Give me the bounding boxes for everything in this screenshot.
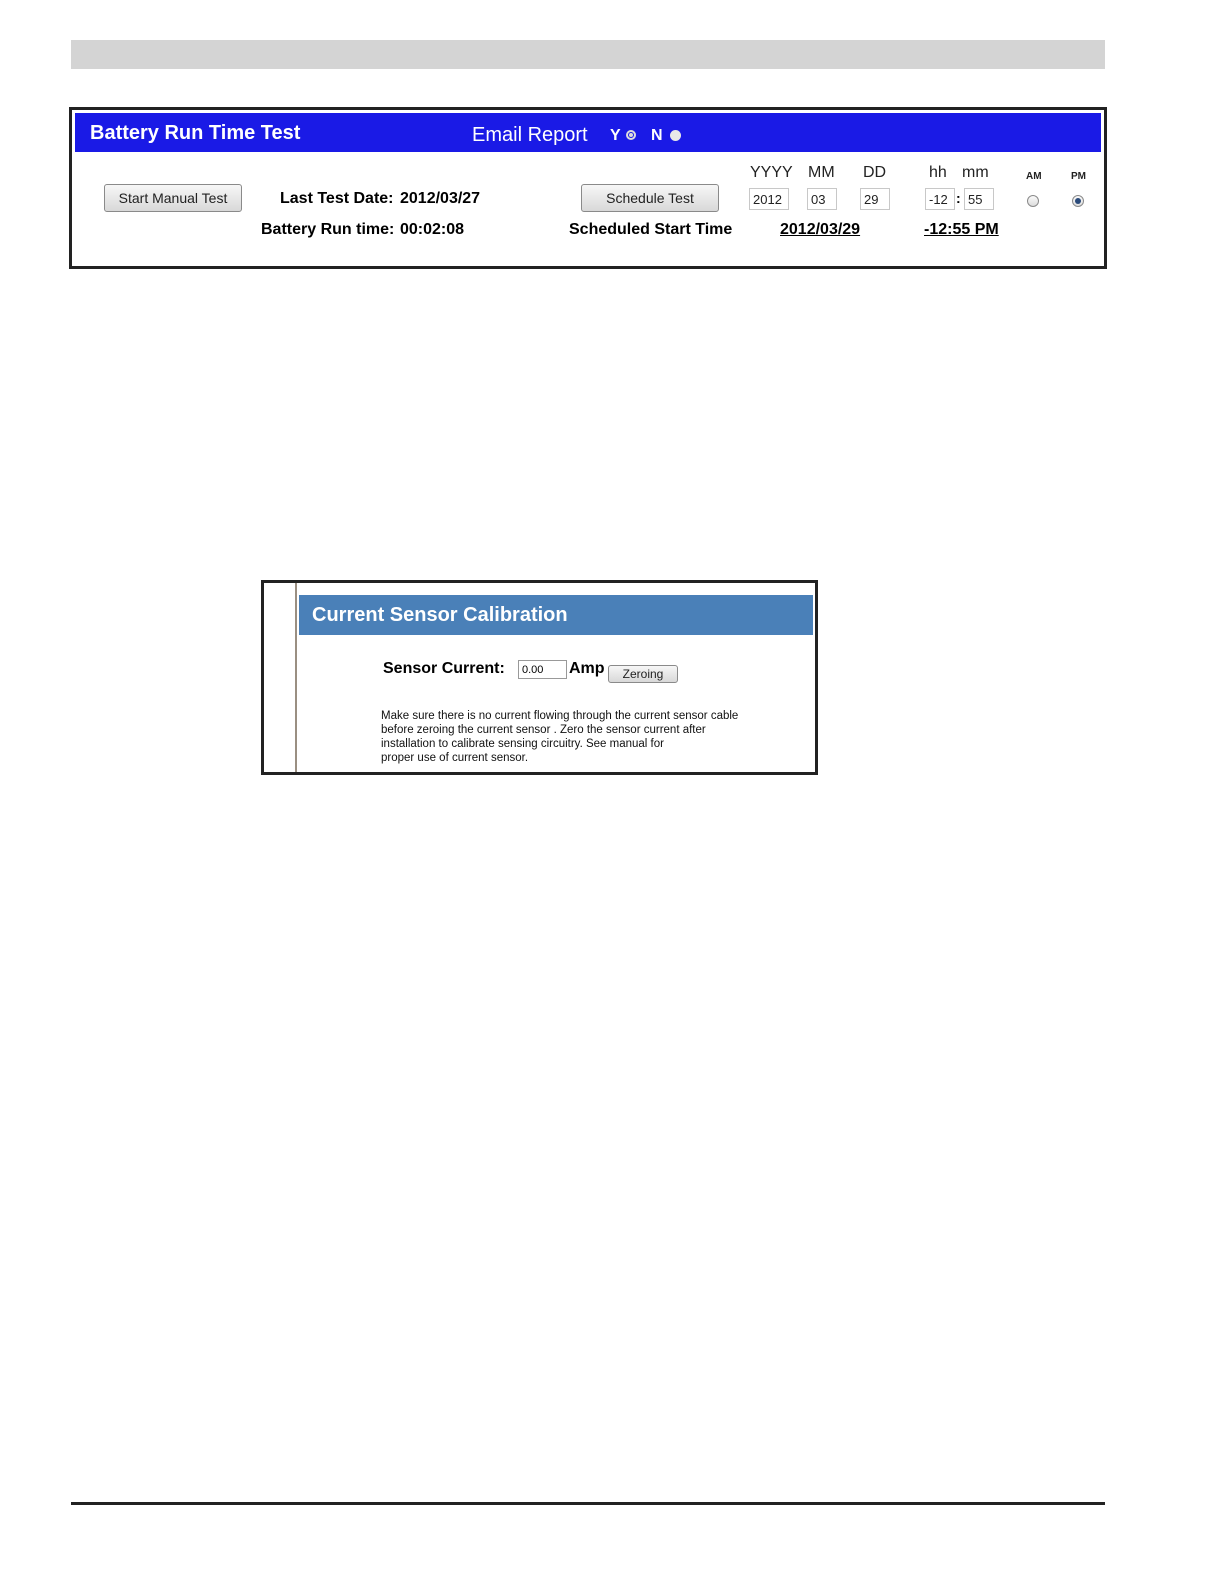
- zeroing-button[interactable]: Zeroing: [608, 665, 678, 683]
- email-report-yes-radio[interactable]: [626, 130, 636, 140]
- year-header: YYYY: [750, 164, 793, 181]
- page-header-bar: [71, 40, 1105, 69]
- sensor-current-label: Sensor Current:: [383, 660, 505, 677]
- panel-divider: [295, 583, 297, 772]
- year-input[interactable]: [749, 188, 789, 210]
- sensor-panel-title-bar: [299, 595, 813, 635]
- note-line: Make sure there is no current flowing through the current sensor cable: [381, 710, 739, 722]
- battery-panel-title: Battery Run Time Test: [90, 122, 301, 144]
- note-line: proper use of current sensor.: [381, 752, 529, 764]
- note-line: before zeroing the current sensor . Zero the sensor current after: [381, 724, 706, 736]
- day-input[interactable]: [860, 188, 890, 210]
- scheduled-start-time-label: Scheduled Start Time: [569, 221, 733, 238]
- note-line: installation to calibrate sensing circuitry. See manual for: [381, 738, 664, 750]
- pm-radio[interactable]: [1072, 195, 1084, 207]
- last-test-date-value: 2012/03/27: [400, 190, 481, 207]
- last-test-date-label: Last Test Date:: [280, 190, 394, 207]
- email-report-yes-label: Y: [610, 127, 621, 144]
- email-report-no-radio[interactable]: [670, 130, 681, 141]
- amp-unit-label: Amp: [569, 660, 605, 677]
- battery-run-time-value: 00:02:08: [400, 221, 465, 238]
- calibration-note: [381, 709, 781, 765]
- current-sensor-calibration-panel: [261, 580, 818, 775]
- pm-header: PM: [1071, 171, 1086, 182]
- am-header: AM: [1026, 171, 1042, 182]
- hour-header: hh: [929, 164, 947, 181]
- battery-panel-title-bar: [75, 113, 1101, 152]
- battery-run-time-label: Battery Run time:: [261, 221, 395, 238]
- schedule-test-button[interactable]: Schedule Test: [581, 184, 719, 212]
- scheduled-start-date-value: 2012/03/29: [780, 221, 861, 238]
- month-header: MM: [808, 164, 835, 181]
- start-manual-test-button[interactable]: Start Manual Test: [104, 184, 242, 212]
- battery-run-time-test-panel: [69, 107, 1107, 269]
- minute-header: mm: [962, 164, 989, 181]
- email-report-label: Email Report: [472, 124, 588, 146]
- hour-input[interactable]: [925, 188, 955, 210]
- minute-input[interactable]: [964, 188, 994, 210]
- sensor-panel-title: Current Sensor Calibration: [312, 604, 568, 626]
- time-separator: :: [956, 190, 961, 206]
- am-radio[interactable]: [1027, 195, 1039, 207]
- scheduled-start-time-value: -12:55 PM: [924, 221, 999, 238]
- page-footer-rule: [71, 1502, 1105, 1505]
- month-input[interactable]: [807, 188, 837, 210]
- email-report-no-label: N: [651, 127, 663, 144]
- sensor-current-input[interactable]: [518, 660, 567, 679]
- day-header: DD: [863, 164, 887, 181]
